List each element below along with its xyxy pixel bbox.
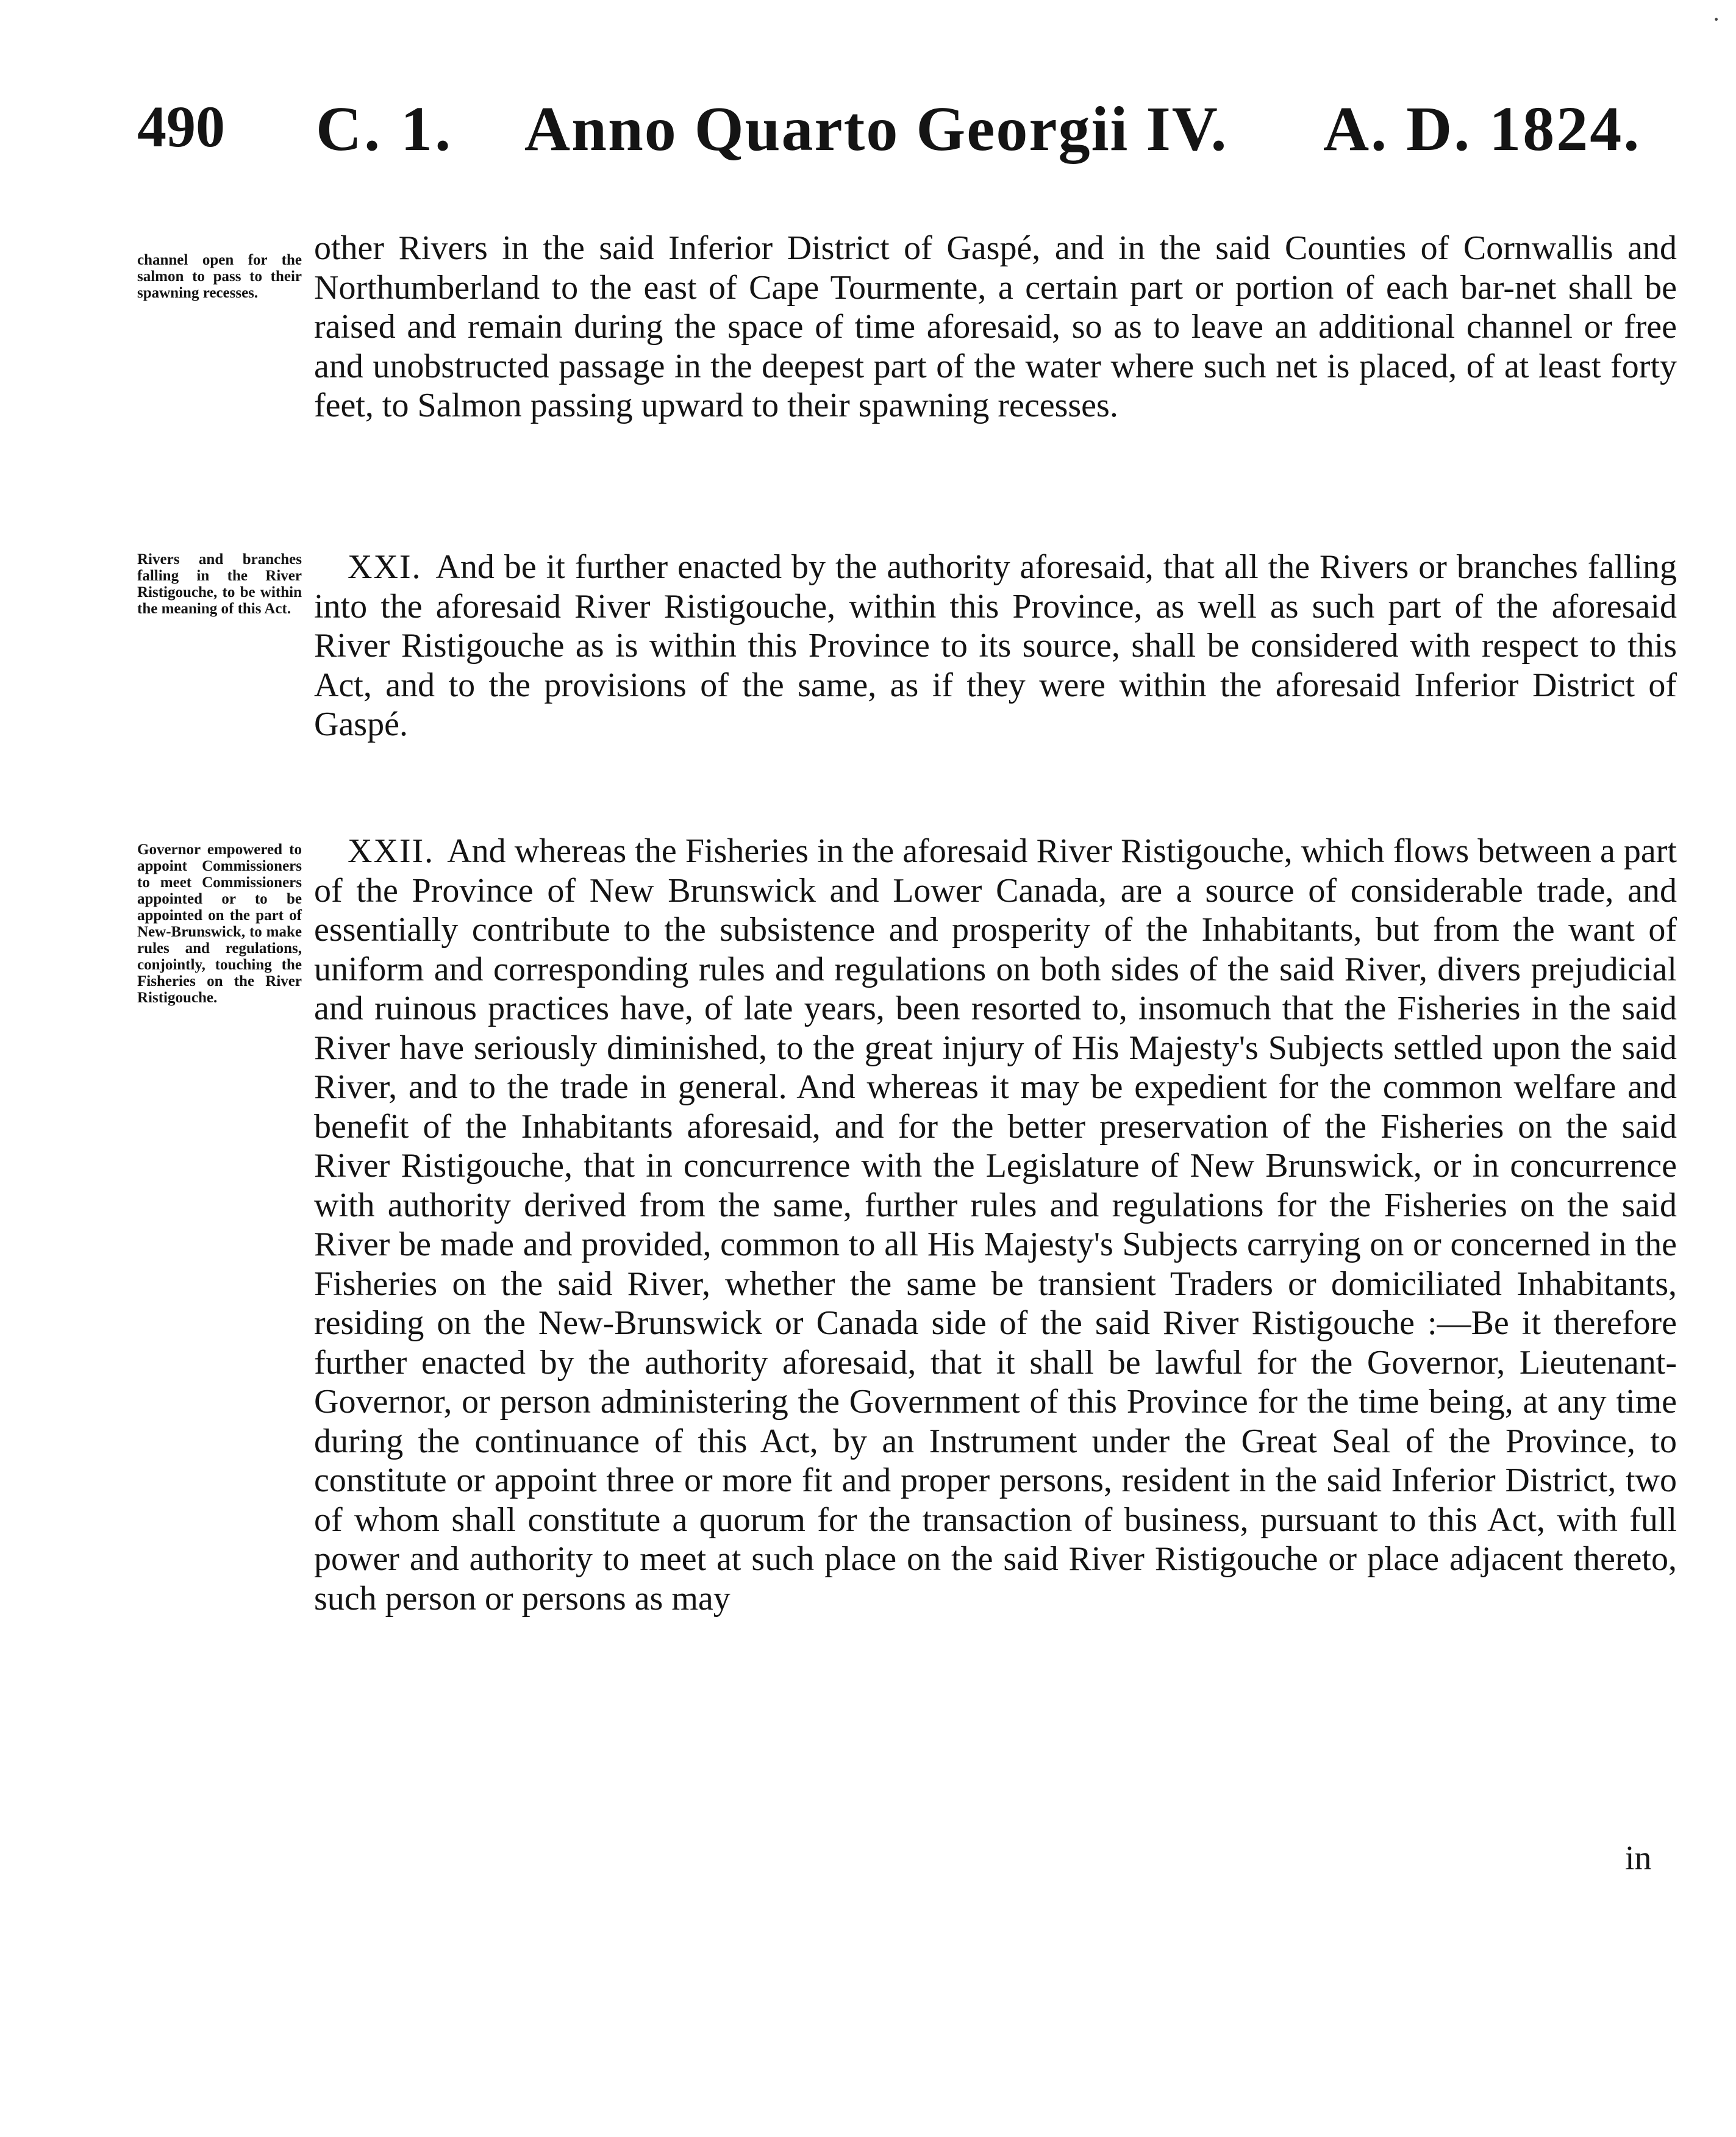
section-text <box>314 548 1677 744</box>
section-body: And whereas the Fisheries in the aforesaid River Ristigouche, which flows between a part of the Province of New Brunswick and Lower Canada, are a source of considerable trade, and essentially contribute to the subsistence and prosperity of the Inhabitants, but from the want of uniform and corresponding rules and regulations on both sides of the said River, divers prejudicial and ruinous practices have, of late years, been resorted to, insomuch that the Fisheries in the said River have seriously diminished, to the great injury of His Majesty's Subjects settled upon the said River, and to the trade in general. And whereas it may be expedient for the common welfare and benefit of the Inhabitants aforesaid, and for the better preservation of the Fisheries on the said River Ristigouche, that in concurrence with the Legislature of New Brunswick, or in concurrence with authority derived from the same, further rules and regulations for the Fisheries on the said River be made and provided, common to all His Majesty's Subjects carrying on or concerned in the Fisheries on the said River, whether the same be transient Traders or domiciliated Inhabitants, residing on the New-Brunswick or Canada side of the said River Ristigouche :—Be it therefore further enacted by the authority aforesaid, that it shall be lawful for the Governor, Lieutenant-Governor, or person administering the Government of this Province for the time being, at any time during the continuance of this Act, by an Instrument under the Great Seal of the Province, to constitute or appoint three or more fit and proper persons, resident in the said Inferior District, two of whom shall constitute a quorum for the transaction of business, pursuant to this Act, with full power and authority to meet at such place on the said River Ristigouche or place adjacent thereto, such person or persons as may <box>314 832 1677 1618</box>
page-number: 490 <box>137 94 225 159</box>
running-title: Anno Quarto Georgii IV. <box>524 94 1228 164</box>
section-body: And be it further enacted by the authority aforesaid, that all the Rivers or branches falling into the aforesaid River Ristigouche, within this Province, as well as such part of the aforesaid River Ristigouche as is within this Province to its source, shall be considered with respect to this Act, and to the provisions of the same, as if they were within the aforesaid Inferior District of Gaspé. <box>314 548 1677 743</box>
year: A. D. 1824. <box>1323 94 1641 164</box>
edge-mark: · <box>1712 5 1721 33</box>
section-number: XXII. <box>348 832 435 870</box>
chapter-number: C. 1. <box>316 94 454 164</box>
running-header <box>0 91 1736 183</box>
marginal-note: Governor empowered to appoint Commissioners to meet Commissioners appointed or to be appointed on the part of New-Brunswick, to make rules and regulations, conjointly, touching the Fisheries on the River Ristigouche. <box>137 841 302 1006</box>
section-text <box>314 229 1677 426</box>
section-body: other Rivers in the said Inferior District of Gaspé, and in the said Counties of Cornwallis and Northumberland to the east of Cape Tourmente, a certain part or portion of each bar-net shall be raised and remain during the space of time aforesaid, so as to leave an additional channel or free and unobstructed passage in the deepest part of the water where such net is placed, of at least forty feet, to Salmon passing upward to their spawning recesses. <box>314 229 1677 424</box>
catch-word: in <box>1625 1839 1652 1877</box>
section-text <box>314 832 1677 1618</box>
section-number: XXI. <box>348 548 422 586</box>
marginal-note: channel open for the salmon to pass to their spawning recesses. <box>137 252 302 301</box>
marginal-note: Rivers and branches falling in the River Ristigouche, to be within the meaning of this Act. <box>137 551 302 617</box>
